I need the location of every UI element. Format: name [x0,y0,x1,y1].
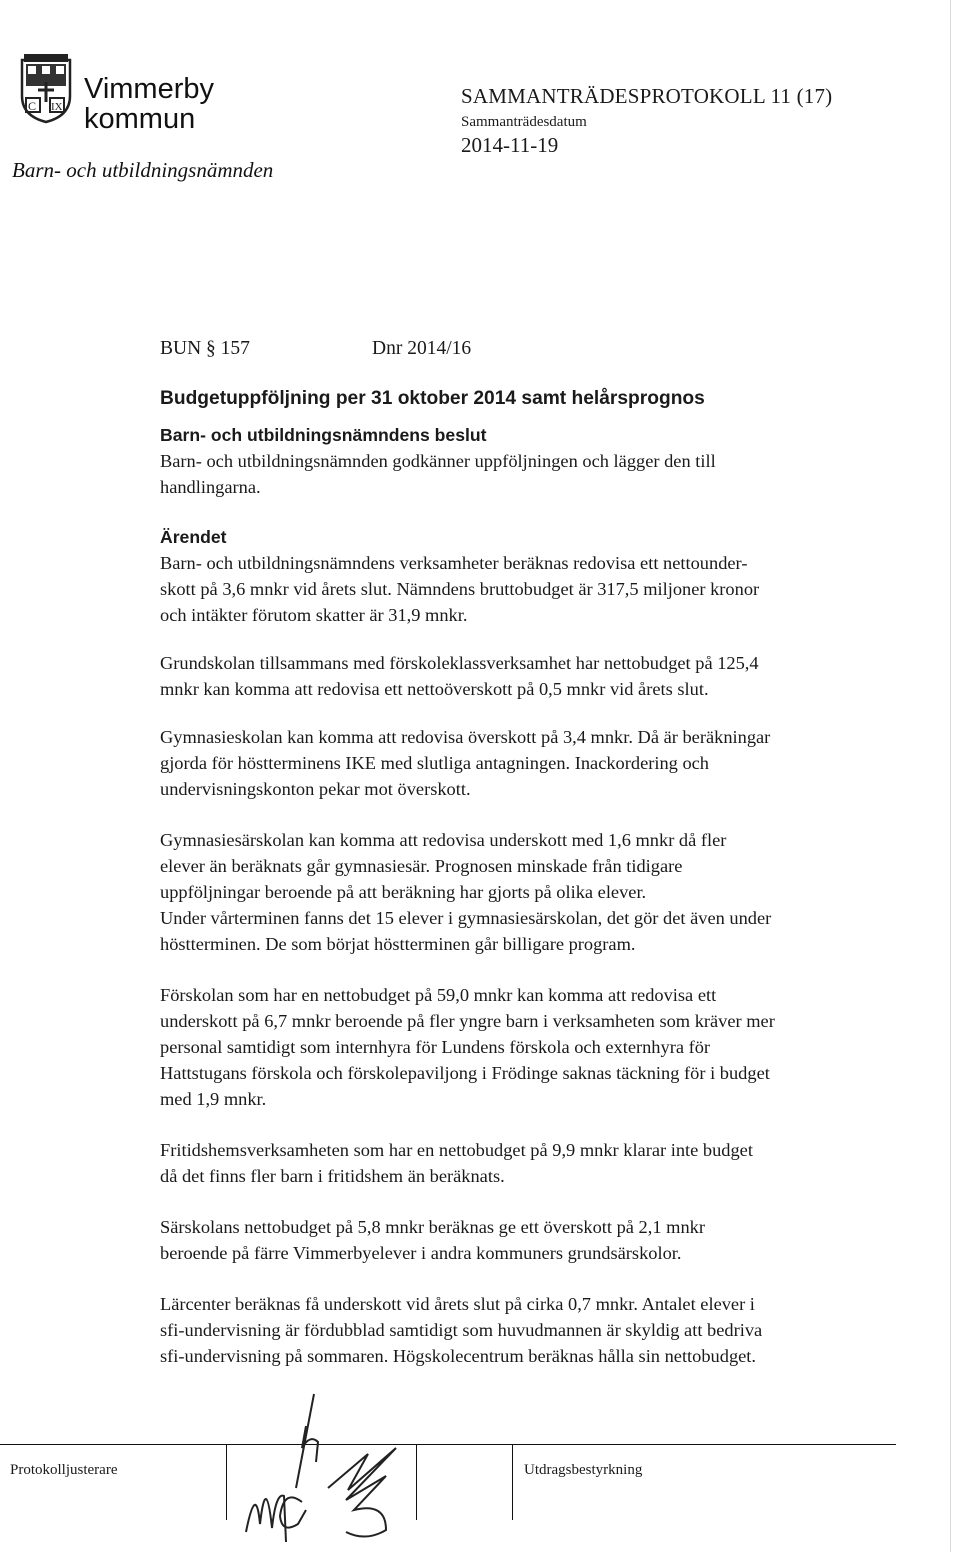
text-line: Hattstugans förskola och förskolepaviljong i Frödinge saknas täckning för i budget [160,1063,770,1083]
text-line: mnkr kan komma att redovisa ett nettoöverskott på 0,5 mnkr vid årets slut. [160,679,709,699]
matter-paragraph-forskolan [160,982,920,1112]
text-line: personal samtidigt som internhyra för Lundens förskola och externhyra för [160,1037,711,1057]
protocol-title: SAMMANTRÄDESPROTOKOLL 11 (17) [461,84,833,108]
text-line: Barn- och utbildningsnämndens verksamheter beräknas redovisa ett nettounder- [160,553,748,573]
matter-paragraph-fritidshem [160,1137,920,1189]
decision-heading: Barn- och utbildningsnämndens beslut [160,425,487,445]
matter-paragraph-gymnasiesarskolan [160,827,920,957]
text-line: undervisningskonton pekar mot överskott. [160,779,471,799]
text-line: Gymnasiesärskolan kan komma att redovisa underskott med 1,6 mnkr då fler [160,830,727,850]
matter-paragraph-larcenter [160,1291,920,1369]
decision-line: handlingarna. [160,477,261,497]
committee-name: Barn- och utbildningsnämnden [12,158,274,182]
case-reference-number: Dnr 2014/16 [372,338,472,359]
municipal-coat-of-arms-logo [16,52,76,124]
text-line: underskott på 6,7 mnkr beroende på fler yngre barn i verksamheten som kräver mer [160,1011,775,1031]
text-line: Förskolan som har en nettobudget på 59,0 mnkr kan komma att redovisa ett [160,985,717,1005]
text-line: gjorda för höstterminens IKE med slutliga antagningen. Inackordering och [160,753,710,773]
matter-heading: Ärendet [160,527,227,547]
municipality-name-line2: kommun [84,103,196,135]
case-title: Budgetuppföljning per 31 oktober 2014 samt helårsprognos [160,388,705,409]
matter-paragraph-overview [160,550,920,628]
matter-paragraph-grundskolan [160,650,920,702]
svg-text:C: C [28,99,37,113]
text-line: Grundskolan tillsammans med förskoleklassverksamhet har nettobudget på 125,4 [160,653,759,673]
decision-text [160,448,920,500]
footer-divider [416,1444,417,1520]
text-line: Under vårterminen fanns det 15 elever i gymnasiesärskolan, det gör det även under [160,908,772,928]
footer-divider [226,1444,227,1520]
case-line [160,336,920,366]
text-line: Lärcenter beräknas få underskott vid årets slut på cirka 0,7 mnkr. Antalet elever i [160,1294,755,1314]
footer-divider [512,1444,513,1520]
extract-certification-label: Utdragsbestyrkning [524,1462,643,1478]
meeting-date-label: Sammanträdesdatum [461,114,587,130]
text-line: sfi-undervisning är fördubblad samtidigt som huvudmannen är skyldig att bedriva [160,1320,763,1340]
text-line: och intäkter förutom skatter är 31,9 mnkr. [160,605,468,625]
text-line: sfi-undervisning på sommaren. Högskolecentrum beräknas hålla sin nettobudget. [160,1346,757,1366]
text-line: då det finns fler barn i fritidshem än beräknats. [160,1166,505,1186]
protocol-body [160,336,920,1369]
text-line: med 1,9 mnkr. [160,1089,267,1109]
handwritten-signature [236,1392,416,1552]
text-line: elever än beräknats går gymnasiesär. Prognosen minskade från tidigare [160,856,683,876]
decision-line: Barn- och utbildningsnämnden godkänner uppföljningen och lägger den till [160,451,716,471]
scan-edge-line [950,0,951,1552]
matter-paragraph-sarskolan [160,1214,920,1266]
text-line: höstterminen. De som börjat höstterminen går billigare program. [160,934,636,954]
meeting-date: 2014-11-19 [461,133,559,157]
text-line: Särskolans nettobudget på 5,8 mnkr beräknas ge ett överskott på 2,1 mnkr [160,1217,705,1237]
text-line: Fritidshemsverksamheten som har en nettobudget på 9,9 mnkr klarar inte budget [160,1140,753,1160]
text-line: Gymnasieskolan kan komma att redovisa överskott på 3,4 mnkr. Då är beräkningar [160,727,771,747]
municipality-name-line1: Vimmerby [84,73,214,105]
text-line: uppföljningar beroende på att beräkning har gjorts på olika elever. [160,882,647,902]
text-line: skott på 3,6 mnkr vid årets slut. Nämndens bruttobudget är 317,5 miljoner kronor [160,579,760,599]
footer-rule [0,1444,896,1445]
svg-text:IX: IX [51,101,63,113]
municipality-name [84,74,214,134]
adjusters-label: Protokolljusterare [10,1462,118,1478]
case-paragraph-number: BUN § 157 [160,338,250,359]
text-line: beroende på färre Vimmerbyelever i andra kommuners grundsärskolor. [160,1243,682,1263]
matter-paragraph-gymnasieskolan [160,724,920,802]
